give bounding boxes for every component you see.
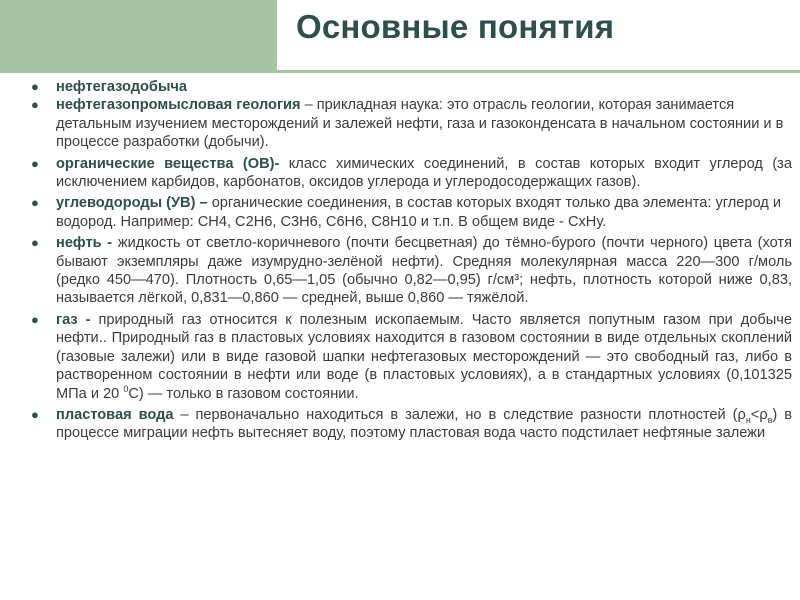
definition-text: класс химических соединений, в состав которых входит углерод (за исключением карбидов, карбонатов, оксидов углерода и углеродосодержащих газов). xyxy=(56,155,792,191)
term-label: органические вещества (ОВ)- xyxy=(56,155,280,172)
definition-text-end: ) в процессе миграции нефть вытесняет воду, поэтому пластовая вода часто подстилает нефтяные залежи xyxy=(56,406,792,442)
term-label: углеводороды (УВ) – xyxy=(56,195,208,212)
bullet-icon: ● xyxy=(31,311,39,327)
term-label: нефтегазопромысловая геология xyxy=(56,97,301,114)
bullet-icon: ● xyxy=(31,97,39,113)
subscript: н xyxy=(745,414,751,425)
superscript: 0 xyxy=(123,383,129,394)
bullet-icon: ● xyxy=(31,79,39,94)
definition-text: – прикладная наука: это отрасль геологии, которая занимается детальным изучением месторождений и залежей нефти, газа и газоконденсата в начальном состоянии и в процессе разработки (добычи). xyxy=(56,97,784,151)
list-item xyxy=(30,234,792,308)
list-item xyxy=(30,194,792,231)
term-label: нефтегазодобыча xyxy=(56,79,188,95)
subscript: в xyxy=(767,414,773,425)
bullet-icon: ● xyxy=(31,235,39,251)
list-item xyxy=(30,311,792,403)
definition-text: – первоначально находиться в залежи, но в следствие разности плотностей (ρ xyxy=(173,406,746,423)
page-title: Основные понятия xyxy=(296,8,615,45)
definition-text: природный газ относится к полезным ископаемым. Часто является попутным газом при добыче нефти.. Природный газ в пластовых условиях находится в газовом состоянии в виде отдельных скоплений (газовые залежи) или в виде газовой шапки нефтегазовых месторождений — это свободный газ, либо в растворенном состоянии в нефти или воде (в пластовых условиях), а в стандартных условиях (0,101325 МПа и 20 xyxy=(56,311,792,402)
term-label: нефть - xyxy=(56,235,113,252)
definition-text: органические соединения, в состав которых входят только два элемента: углерод и водород. Например: СН4, С2Н6, С3Н6, С6Н6, С8Н10 и т.п. В общем виде - СхНу. xyxy=(56,195,782,230)
definition-text-mid: <ρ xyxy=(750,406,768,423)
list-item xyxy=(30,406,792,443)
bullet-icon: ● xyxy=(31,195,39,211)
definition-text: жидкость от светло-коричневого (почти бесцветная) до тёмно-бурого (почти черного) цвета (хотя бывают экземпляры даже изумрудно-зелёной нефти). Средняя молекулярная масса 220—300 г/моль (редко 450—470). Плотность 0,65—1,05 (обычно 0,82—0,95) г/см³; нефть, плотность которой ниже 0,83, называется лёгкой, 0,831—0,860 — средней, выше 0,860 — тяжёлой. xyxy=(56,235,792,307)
term-label: пластовая вода xyxy=(56,406,174,423)
list-item xyxy=(30,96,792,151)
bullet-icon: ● xyxy=(31,155,39,171)
term-label: газ - xyxy=(56,311,91,328)
header-accent-block xyxy=(0,0,277,70)
list-item xyxy=(30,78,792,96)
header-divider-line xyxy=(0,70,800,73)
definition-text-end: С) — только в газовом состоянии. xyxy=(128,385,359,402)
bullet-icon: ● xyxy=(31,406,39,422)
definitions-list xyxy=(30,78,792,446)
list-item xyxy=(30,155,792,192)
